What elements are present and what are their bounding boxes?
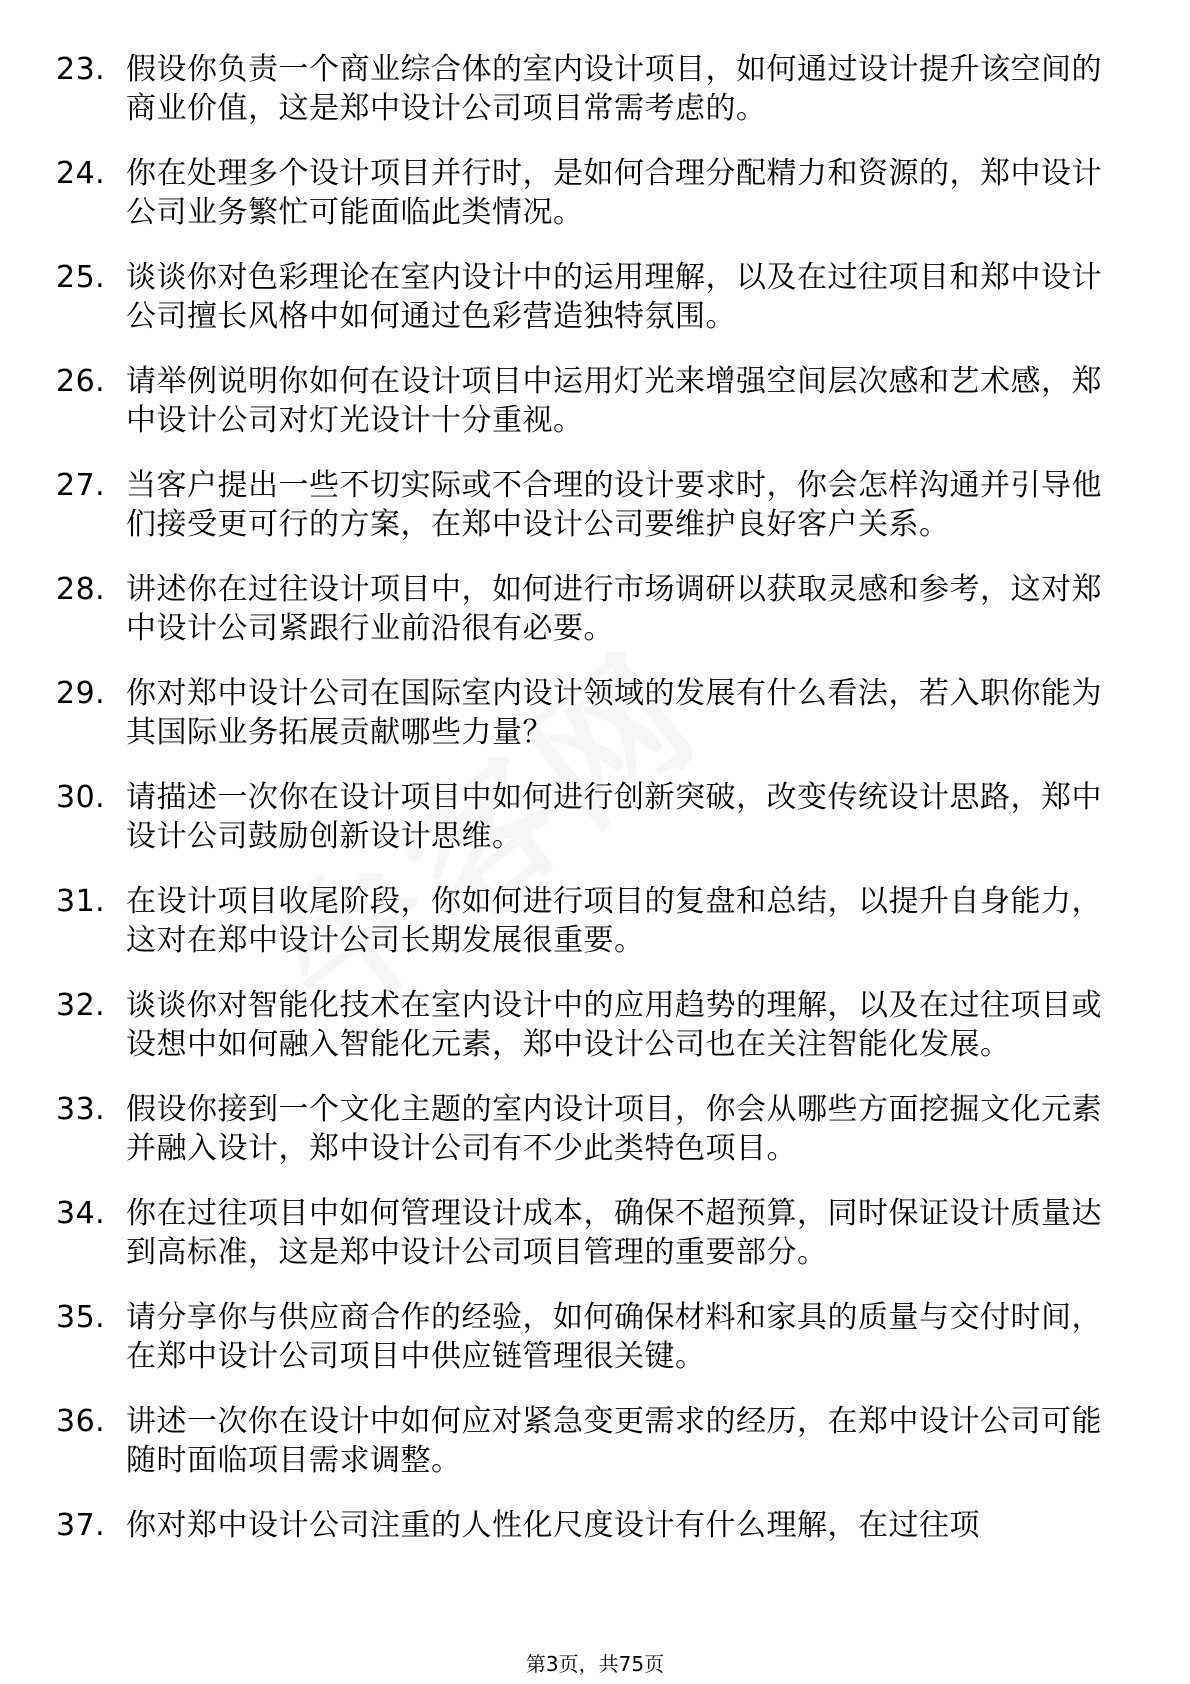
question-text: 你在过往项目中如何管理设计成本，确保不超预算，同时保证设计质量达到高标准，这是郑中设计公司项目管理的重要部分。 bbox=[126, 1196, 1102, 1270]
question-item-25 bbox=[56, 258, 1116, 336]
question-item-26 bbox=[56, 362, 1116, 440]
question-number: 33. bbox=[56, 1092, 106, 1127]
question-text: 谈谈你对智能化技术在室内设计中的应用趋势的理解，以及在过往项目或设想中如何融入智能化元素，郑中设计公司也在关注智能化发展。 bbox=[126, 988, 1102, 1062]
question-item-33 bbox=[56, 1090, 1116, 1168]
question-text: 你在处理多个设计项目并行时，是如何合理分配精力和资源的，郑中设计公司业务繁忙可能面临此类情况。 bbox=[126, 156, 1102, 230]
question-text: 讲述你在过往设计项目中，如何进行市场调研以获取灵感和参考，这对郑中设计公司紧跟行业前沿很有必要。 bbox=[126, 572, 1102, 646]
question-item-28 bbox=[56, 570, 1116, 648]
question-text: 假设你负责一个商业综合体的室内设计项目，如何通过设计提升该空间的商业价值，这是郑中设计公司项目常需考虑的。 bbox=[126, 52, 1102, 126]
question-text: 当客户提出一些不切实际或不合理的设计要求时，你会怎样沟通并引导他们接受更可行的方案，在郑中设计公司要维护良好客户关系。 bbox=[126, 468, 1102, 542]
question-item-23 bbox=[56, 50, 1116, 128]
question-list bbox=[56, 50, 1116, 1571]
question-number: 28. bbox=[56, 572, 106, 607]
question-item-35 bbox=[56, 1298, 1116, 1376]
question-number: 34. bbox=[56, 1196, 106, 1231]
question-text: 请举例说明你如何在设计项目中运用灯光来增强空间层次感和艺术感，郑中设计公司对灯光设计十分重视。 bbox=[126, 364, 1102, 438]
question-item-30 bbox=[56, 778, 1116, 856]
question-text: 你对郑中设计公司注重的人性化尺度设计有什么理解，在过往项 bbox=[126, 1508, 980, 1543]
question-number: 24. bbox=[56, 156, 106, 191]
question-text: 假设你接到一个文化主题的室内设计项目，你会从哪些方面挖掘文化元素并融入设计，郑中设计公司有不少此类特色项目。 bbox=[126, 1092, 1102, 1166]
question-text: 你对郑中设计公司在国际室内设计领域的发展有什么看法，若入职你能为其国际业务拓展贡献哪些力量？ bbox=[126, 676, 1102, 750]
question-number: 30. bbox=[56, 780, 106, 815]
question-text: 在设计项目收尾阶段，你如何进行项目的复盘和总结，以提升自身能力，这对在郑中设计公司长期发展很重要。 bbox=[126, 884, 1102, 958]
question-item-24 bbox=[56, 154, 1116, 232]
question-item-29 bbox=[56, 674, 1116, 752]
question-number: 27. bbox=[56, 468, 106, 503]
question-text: 谈谈你对色彩理论在室内设计中的运用理解，以及在过往项目和郑中设计公司擅长风格中如何通过色彩营造独特氛围。 bbox=[126, 260, 1102, 334]
question-item-36 bbox=[56, 1402, 1116, 1480]
question-item-31 bbox=[56, 882, 1116, 960]
question-number: 23. bbox=[56, 52, 106, 87]
question-number: 31. bbox=[56, 884, 106, 919]
question-item-34 bbox=[56, 1194, 1116, 1272]
question-number: 26. bbox=[56, 364, 106, 399]
question-number: 32. bbox=[56, 988, 106, 1023]
question-item-37 bbox=[56, 1506, 1116, 1545]
question-number: 37. bbox=[56, 1508, 106, 1543]
question-item-27 bbox=[56, 466, 1116, 544]
question-text: 请描述一次你在设计项目中如何进行创新突破，改变传统设计思路，郑中设计公司鼓励创新设计思维。 bbox=[126, 780, 1102, 854]
question-number: 36. bbox=[56, 1404, 106, 1439]
question-text: 请分享你与供应商合作的经验，如何确保材料和家具的质量与交付时间，在郑中设计公司项目中供应链管理很关键。 bbox=[126, 1300, 1102, 1374]
question-number: 35. bbox=[56, 1300, 106, 1335]
question-text: 讲述一次你在设计中如何应对紧急变更需求的经历，在郑中设计公司可能随时面临项目需求调整。 bbox=[126, 1404, 1102, 1478]
question-number: 25. bbox=[56, 260, 106, 295]
question-number: 29. bbox=[56, 676, 106, 711]
question-item-32 bbox=[56, 986, 1116, 1064]
page-footer: 第3页，共75页 bbox=[525, 1652, 665, 1676]
